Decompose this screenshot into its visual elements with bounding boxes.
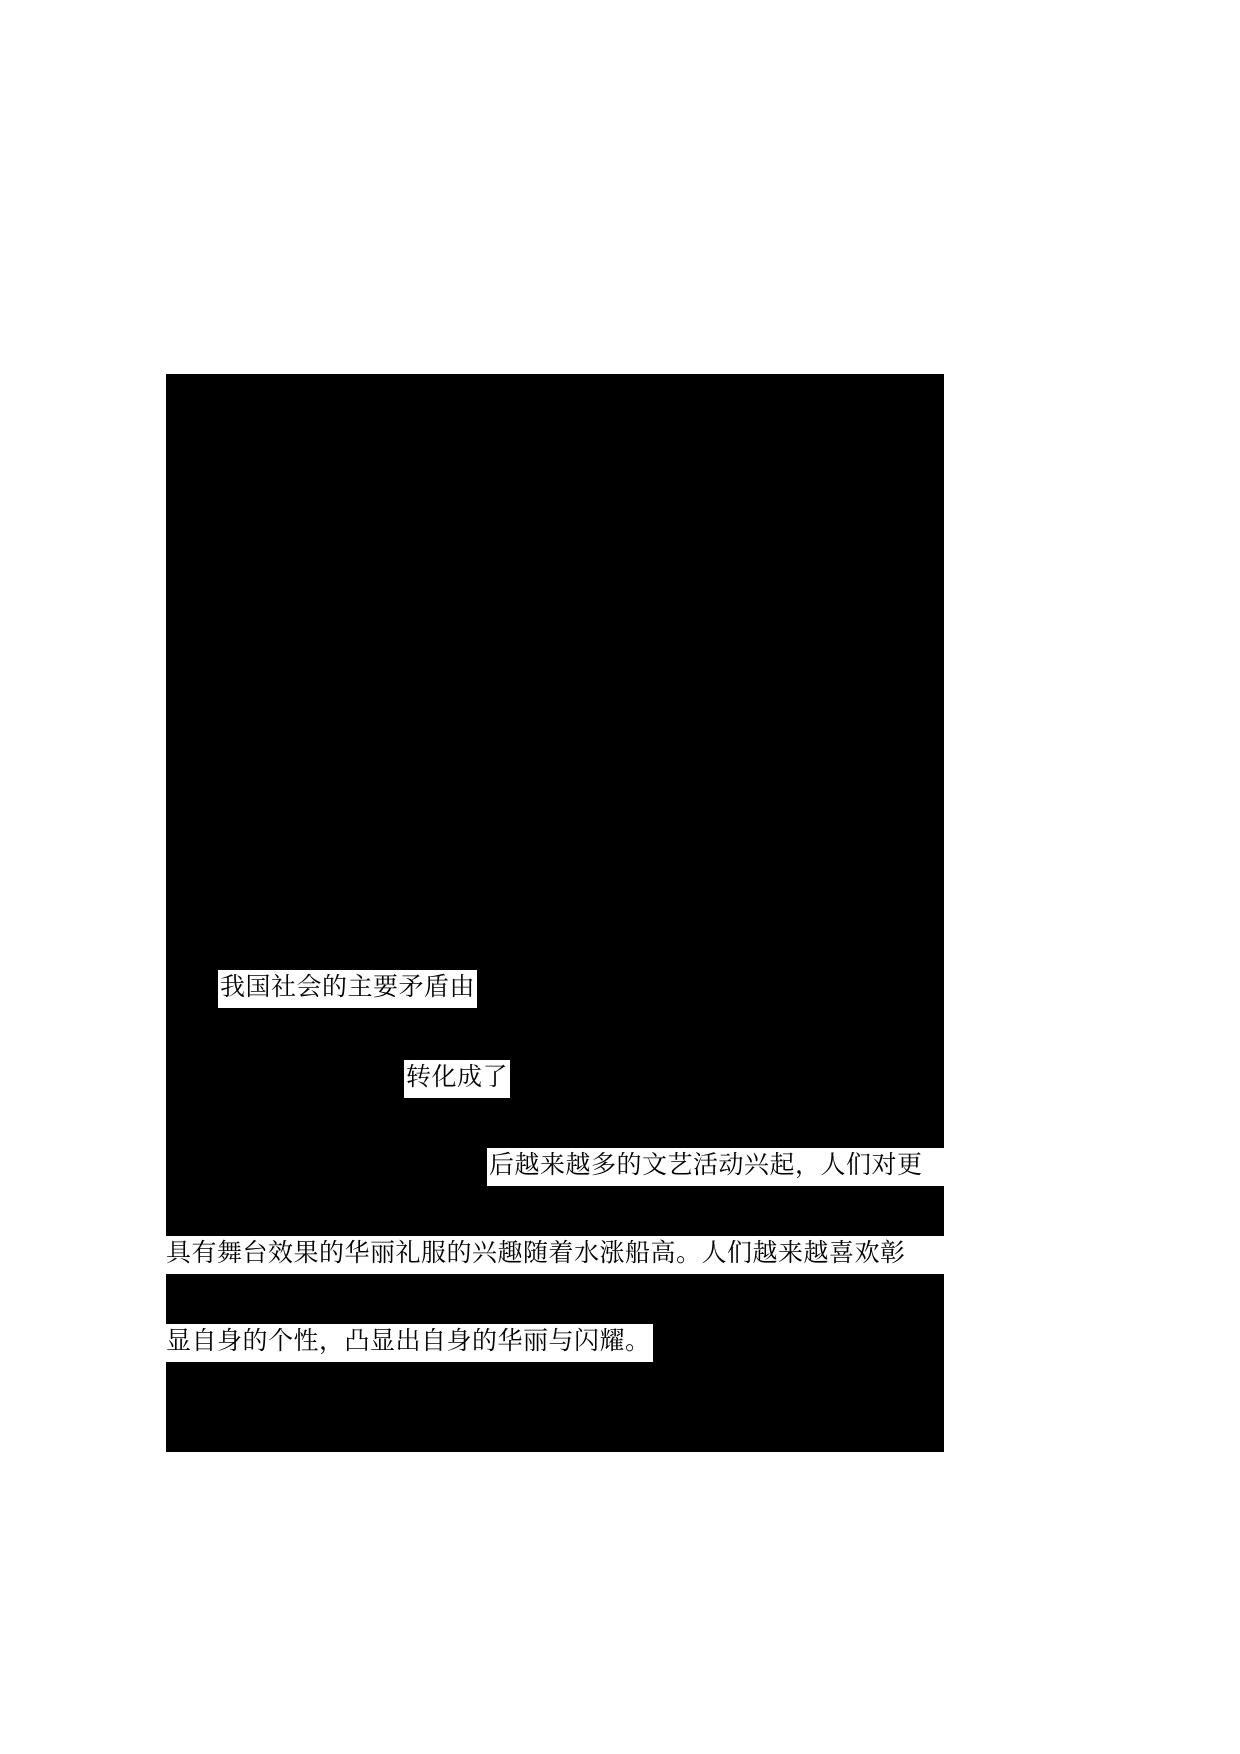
body-line: 转化成了 [404, 1060, 510, 1098]
body-line: 我国社会的主要矛盾由 [218, 970, 477, 1008]
body-line: 后越来越多的文艺活动兴起，人们对更 [487, 1148, 946, 1186]
body-line: 具有舞台效果的华丽礼服的兴趣随着水涨船高。人们越来越喜欢彰 [164, 1236, 946, 1274]
document-text-layer [166, 374, 944, 1452]
body-line: 显自身的个性，凸显出自身的华丽与闪耀。 [164, 1324, 653, 1362]
